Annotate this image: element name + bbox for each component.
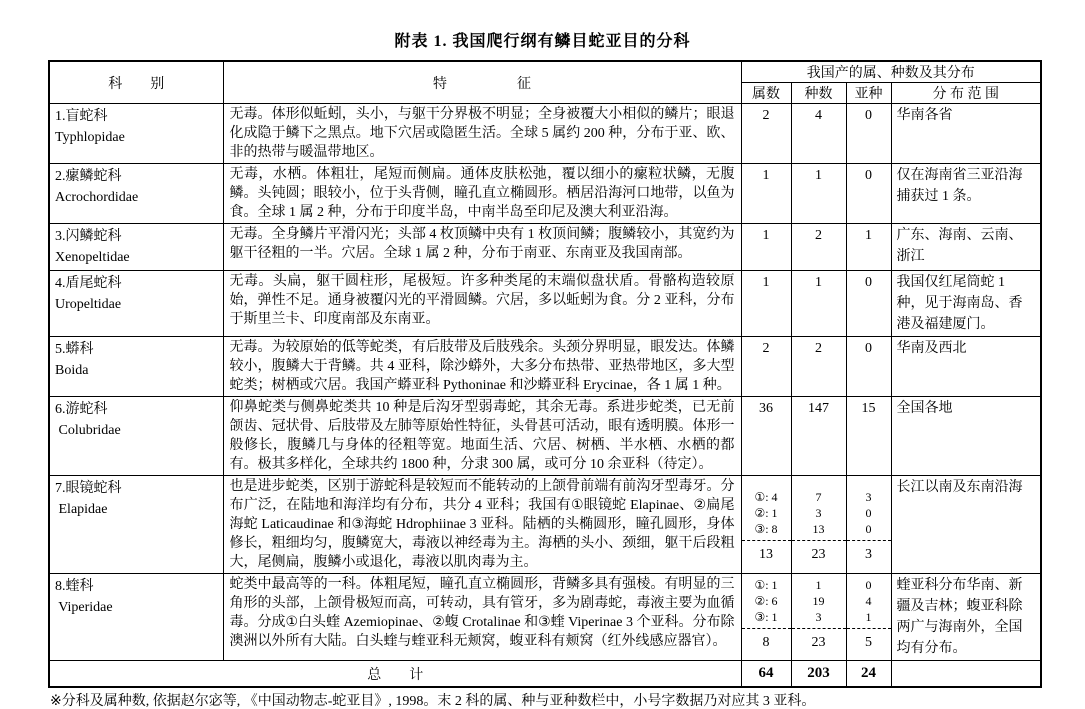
subspecies-cell: 0 [846,104,891,164]
family-name-cn: 3.闪鳞蛇科 [55,229,122,244]
family-cell [49,224,223,271]
species-subvalue-1: 1 [815,578,822,592]
genera-subvalue-1: ①: 1 [754,578,778,592]
family-cell [49,271,223,337]
table-row-elapidae [49,476,1041,574]
genera-cell [741,574,791,661]
subspecies-subvalue-2: 0 [865,506,872,520]
col-header-range: 分 布 范 围 [891,83,1041,104]
table-row-acrochordidae [49,164,1041,224]
total-species: 203 [791,661,846,688]
range-cell: 仅在海南省三亚沿海捕获过 1 条。 [891,164,1041,224]
subspecies-cell: 15 [846,397,891,476]
family-cell [49,397,223,476]
genera-subvalue-2: ②: 6 [754,594,778,608]
genera-cell [741,476,791,574]
col-header-traits: 特 征 [223,61,741,104]
subspecies-subvalue-1: 3 [865,490,872,504]
family-cell [49,476,223,574]
family-name-latin: Xenopeltidae [55,250,130,265]
species-subvalues [792,574,846,625]
total-row [49,661,1041,688]
genera-cell: 2 [741,337,791,397]
table-row-boidae [49,337,1041,397]
subspecies-total: 5 [865,635,872,650]
table-row-colubridae [49,397,1041,476]
subspecies-cell: 1 [846,224,891,271]
subspecies-cell: 0 [846,271,891,337]
genera-total: 8 [762,635,770,650]
family-cell [49,104,223,164]
species-cell: 1 [791,164,846,224]
genera-cell: 2 [741,104,791,164]
family-name-latin: Viperidae [55,600,113,615]
table-row-typhlopidae [49,104,1041,164]
species-subvalues [792,476,846,537]
species-cell [791,574,846,661]
family-name-cn: 8.蝰科 [55,579,94,594]
range-cell: 华南各省 [891,104,1041,164]
col-header-group: 我国产的属、种数及其分布 [741,61,1041,83]
species-subvalue-2: 3 [815,506,822,520]
range-cell: 广东、海南、云南、浙江 [891,224,1041,271]
subspecies-cell: 0 [846,164,891,224]
species-cell [791,476,846,574]
species-subvalue-2: 19 [812,594,825,608]
col-header-family: 科 别 [49,61,223,104]
family-name-cn: 1.盲蛇科 [55,109,108,124]
footnote: ※分科及属种数, 依据赵尔宓等, 《中国动物志-蛇亚目》, 1998。末 2 科的属、种与亚种数栏中，小号字数据乃对应其 3 亚科。 [50,694,816,709]
subspecies-subvalue-3: 0 [865,522,872,536]
subspecies-cell: 0 [846,337,891,397]
traits-cell: 无毒，水栖。体粗壮，尾短而侧扁。通体皮肤松弛，覆以细小的瘰粒状鳞，无腹鳞。头钝圆；眼较小，位于头背侧，瞳孔直立椭圆形。栖居沿海河口地带，以鱼为食。全球 1 属 2 种，分布于印度半岛，中南半岛至印尼及澳大利亚沿海。 [223,164,741,224]
col-header-species: 种数 [791,83,846,104]
genera-subvalue-3: ③: 1 [754,610,778,624]
genera-cell: 1 [741,224,791,271]
total-subspecies: 24 [846,661,891,688]
species-subvalue-3: 3 [815,610,822,624]
genera-subvalues [742,574,791,625]
family-name-latin: Colubridae [55,423,121,438]
subspecies-subvalue-2: 4 [865,594,872,608]
species-subvalue-1: 7 [815,490,822,504]
family-name-cn: 7.眼镜蛇科 [55,481,122,496]
table-row-viperidae [49,574,1041,661]
species-cell: 147 [791,397,846,476]
family-name-cn: 4.盾尾蛇科 [55,276,122,291]
species-cell: 2 [791,224,846,271]
traits-cell: 无毒。头扁，躯干圆柱形，尾极短。许多种类尾的末端似盘状盾。骨骼构造较原始，弹性不足。通身被覆闪光的平滑圆鳞。穴居，多以蚯蚓为食。分 2 亚科，分布于斯里兰卡、印度南部及东南亚。 [223,271,741,337]
family-cell [49,574,223,661]
family-cell [49,337,223,397]
species-total: 23 [811,547,826,562]
genera-cell: 36 [741,397,791,476]
family-name-latin: Boida [55,363,89,378]
table-row-xenopeltidae [49,224,1041,271]
genera-subvalue-2: ②: 1 [754,506,778,520]
species-cell: 2 [791,337,846,397]
classification-table [48,60,1042,688]
species-cell: 1 [791,271,846,337]
species-total: 23 [811,635,826,650]
traits-cell: 蛇类中最高等的一科。体粗尾短，瞳孔直立椭圆形，背鳞多具有强棱。有明显的三角形的头部，上颌骨极短而高，可转动，具有管牙，多为剧毒蛇，毒液主要为血循毒。分成①白头蝰 Azemiopinae、②蝮 Crotalinae 和③蝰 Viperinae 3 个亚科。分布除澳洲以外所有大陆。白头蝰与蝰亚科无颊窝，蝮亚科有颊窝（红外线感应器官）。 [223,574,741,661]
total-genera: 64 [741,661,791,688]
family-name-latin: Acrochordidae [55,190,139,205]
traits-cell: 仰鼻蛇类与侧鼻蛇类共 10 种是后沟牙型弱毒蛇，其余无毒。系进步蛇类，已无前颌齿、冠状骨、后肢带及左肺等原始性特征，头骨甚可活动，眼有透明膜。体形一般修长，腹鳞几与身体的径粗等宽。地面生活、穴居、树栖、半水栖、水栖的都有。极其多样化，全球共约 1800 种，分隶 300 属，或可分 10 余亚科（待定）。 [223,397,741,476]
family-name-latin: Elapidae [55,502,108,517]
traits-cell: 无毒。体形似蚯蚓，头小，与躯干分界极不明显；全身被覆大小相似的鳞片；眼退化成隐于鳞下之黑点。地下穴居或隐匿生活。全球 5 属约 200 种，分布于亚、欧、非的热带与暖温带地区。 [223,104,741,164]
family-name-cn: 5.蟒科 [55,342,94,357]
family-name-latin: Uropeltidae [55,297,122,312]
family-name-latin: Typhlopidae [55,130,125,145]
subspecies-subvalues [847,574,891,625]
genera-cell: 1 [741,271,791,337]
range-cell: 我国仅红尾筒蛇 1 种，见于海南岛、香港及福建厦门。 [891,271,1041,337]
genera-subvalue-1: ①: 4 [754,490,778,504]
subspecies-cell [846,476,891,574]
range-cell: 全国各地 [891,397,1041,476]
species-cell: 4 [791,104,846,164]
subspecies-subvalue-1: 0 [865,578,872,592]
total-label: 总 计 [49,661,741,688]
total-range [891,661,1041,688]
subspecies-subvalues [847,476,891,537]
range-cell: 蝰亚科分布华南、新疆及吉林；蝮亚科除两广与海南外，全国均有分布。 [891,574,1041,661]
traits-cell: 无毒。全身鳞片平滑闪光；头部 4 枚顶鳞中央有 1 枚顶间鳞；腹鳞较小，其宽约为躯干径粗的一半。穴居。全球 1 属 2 种，分布于南亚、东南亚及我国南部。 [223,224,741,271]
family-name-cn: 2.瘰鳞蛇科 [55,169,122,184]
table-row-uropeltidae [49,271,1041,337]
family-cell [49,164,223,224]
subspecies-total: 3 [865,547,872,562]
header-row-top [49,61,1041,83]
family-name-cn: 6.游蛇科 [55,402,108,417]
range-cell: 长江以南及东南沿海 [891,476,1041,574]
species-subvalue-3: 13 [812,522,825,536]
range-cell: 华南及西北 [891,337,1041,397]
genera-cell: 1 [741,164,791,224]
col-header-genera: 属数 [741,83,791,104]
subspecies-cell [846,574,891,661]
genera-subvalues [742,476,791,537]
traits-cell: 也是进步蛇类，区别于游蛇科是较短而不能转动的上颌骨前端有前沟牙型毒牙。分布广泛，在陆地和海洋均有分布，共分 4 亚科；我国有①眼镜蛇 Elapinae、②扁尾海蛇 Laticaudinae 和③海蛇 Hdrophiinae 3 亚科。陆栖的头椭圆形，瞳孔圆形，身体修长，粗细均匀，腹鳞宽大，毒液以神经毒为主。海栖的头小、颈细，躯干后段粗大，尾侧扁，腹鳞小或退化，毒液以肌肉毒为主。 [223,476,741,574]
genera-subvalue-3: ③: 8 [754,522,778,536]
traits-cell: 无毒。为较原始的低等蛇类，有后肢带及后肢残余。头颈分界明显，眼发达。体鳞较小，腹鳞大于背鳞。共 4 亚科，除沙蟒外，大多分布热带、亚热带地区，多大型蛇类；树栖或穴居。我国产蟒亚科 Pythoninae 和沙蟒亚科 Erycinae，各 1 属 1 种。 [223,337,741,397]
genera-total: 13 [759,547,773,562]
col-header-subspecies: 亚种 [846,83,891,104]
page-title: 附表 1. 我国爬行纲有鳞目蛇亚目的分科 [394,33,691,50]
subspecies-subvalue-3: 1 [865,610,872,624]
